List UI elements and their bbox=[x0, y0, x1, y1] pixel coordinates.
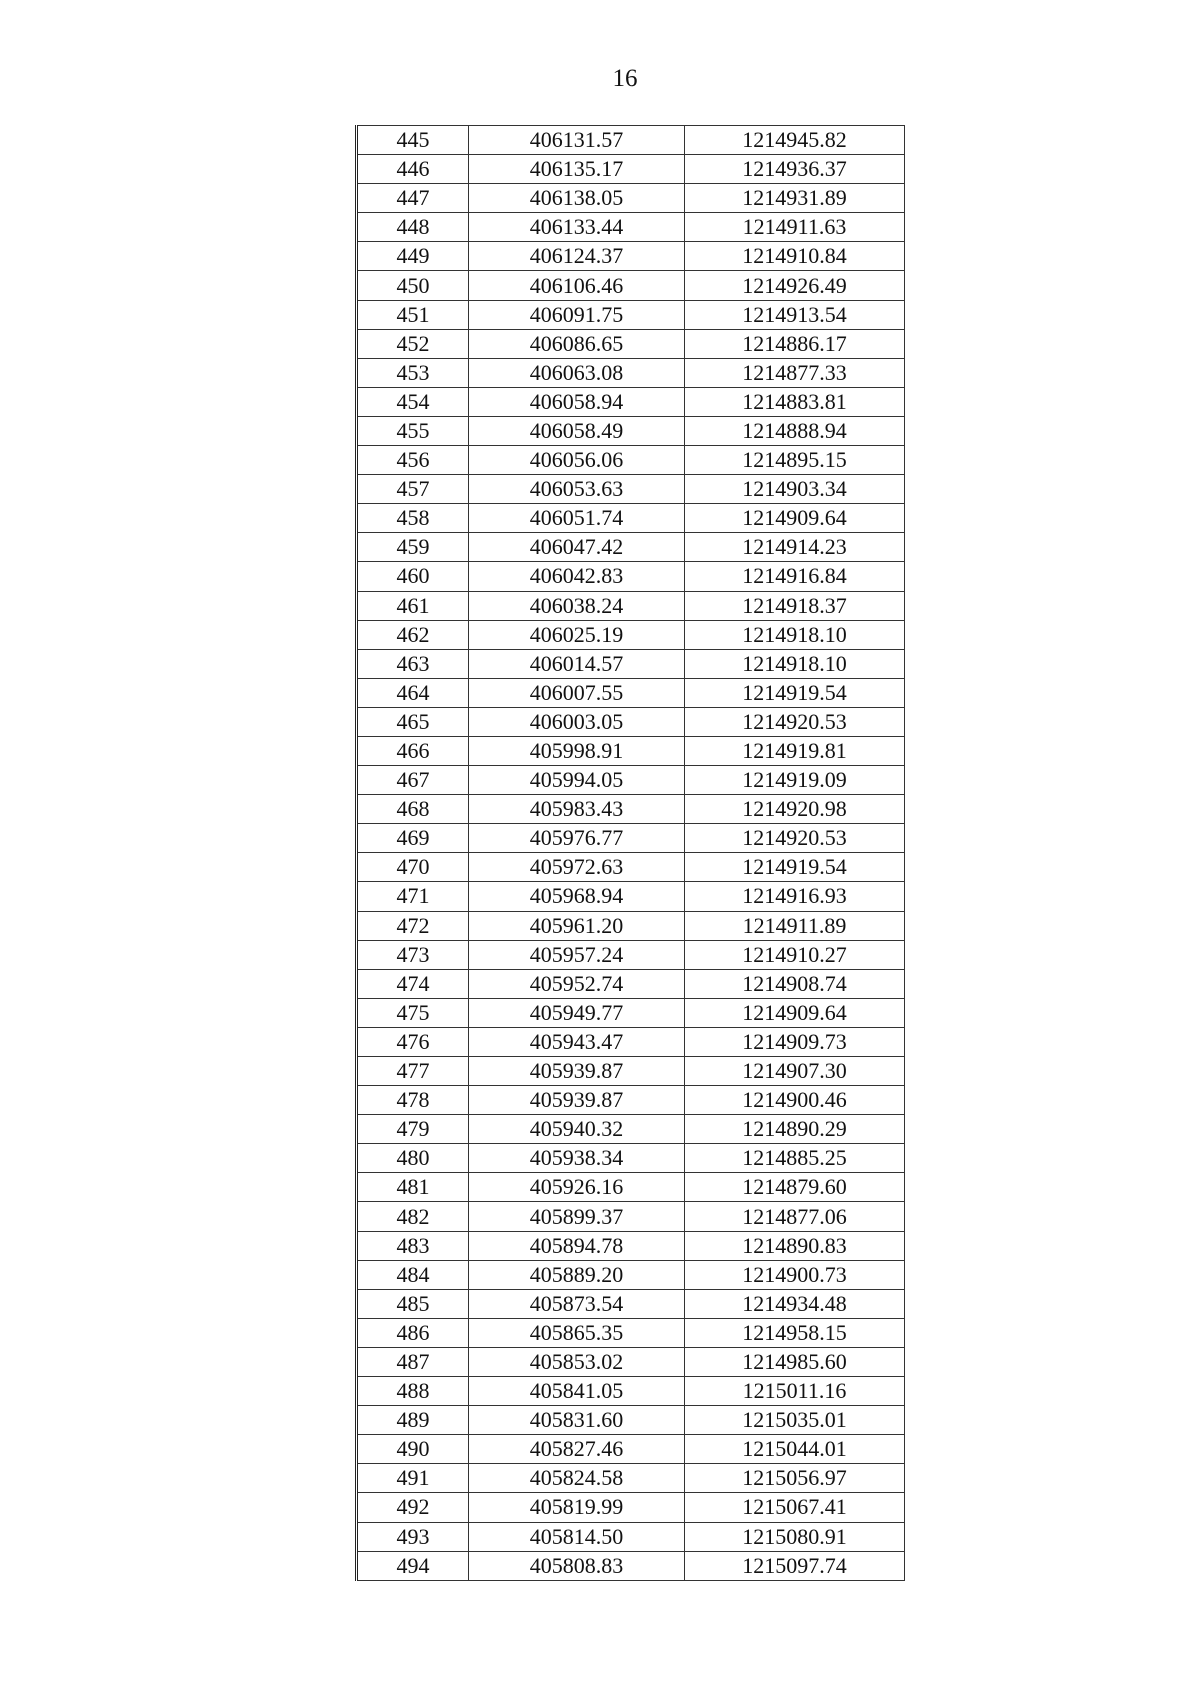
y-coordinate-cell: 1214913.54 bbox=[685, 300, 905, 329]
x-coordinate-cell: 406131.57 bbox=[469, 126, 685, 155]
x-coordinate-cell: 405939.87 bbox=[469, 1086, 685, 1115]
table-row bbox=[357, 475, 905, 504]
x-coordinate-cell: 405865.35 bbox=[469, 1318, 685, 1347]
y-coordinate-cell: 1214911.63 bbox=[685, 213, 905, 242]
y-coordinate-cell: 1215011.16 bbox=[685, 1377, 905, 1406]
y-coordinate-cell: 1214958.15 bbox=[685, 1318, 905, 1347]
y-coordinate-cell: 1214919.09 bbox=[685, 766, 905, 795]
y-coordinate-cell: 1214918.37 bbox=[685, 591, 905, 620]
table-row bbox=[357, 1551, 905, 1580]
point-number-cell: 474 bbox=[357, 969, 469, 998]
x-coordinate-cell: 406007.55 bbox=[469, 678, 685, 707]
x-coordinate-cell: 406135.17 bbox=[469, 155, 685, 184]
x-coordinate-cell: 406086.65 bbox=[469, 329, 685, 358]
y-coordinate-cell: 1214916.93 bbox=[685, 882, 905, 911]
table-row bbox=[357, 766, 905, 795]
table-row bbox=[357, 1231, 905, 1260]
point-number-cell: 485 bbox=[357, 1289, 469, 1318]
table-row bbox=[357, 184, 905, 213]
table-row bbox=[357, 1086, 905, 1115]
x-coordinate-cell: 406091.75 bbox=[469, 300, 685, 329]
point-number-cell: 462 bbox=[357, 620, 469, 649]
table-row bbox=[357, 707, 905, 736]
y-coordinate-cell: 1214895.15 bbox=[685, 446, 905, 475]
x-coordinate-cell: 405968.94 bbox=[469, 882, 685, 911]
point-number-cell: 451 bbox=[357, 300, 469, 329]
table-row bbox=[357, 591, 905, 620]
point-number-cell: 481 bbox=[357, 1173, 469, 1202]
point-number-cell: 460 bbox=[357, 562, 469, 591]
y-coordinate-cell: 1214910.27 bbox=[685, 940, 905, 969]
x-coordinate-cell: 406051.74 bbox=[469, 504, 685, 533]
table-row bbox=[357, 387, 905, 416]
x-coordinate-cell: 405827.46 bbox=[469, 1435, 685, 1464]
table-row bbox=[357, 795, 905, 824]
y-coordinate-cell: 1214945.82 bbox=[685, 126, 905, 155]
y-coordinate-cell: 1214914.23 bbox=[685, 533, 905, 562]
table-row bbox=[357, 300, 905, 329]
x-coordinate-cell: 406106.46 bbox=[469, 271, 685, 300]
y-coordinate-cell: 1214926.49 bbox=[685, 271, 905, 300]
y-coordinate-cell: 1214886.17 bbox=[685, 329, 905, 358]
point-number-cell: 489 bbox=[357, 1406, 469, 1435]
x-coordinate-cell: 406025.19 bbox=[469, 620, 685, 649]
table-row bbox=[357, 853, 905, 882]
table-row bbox=[357, 649, 905, 678]
table-row bbox=[357, 1464, 905, 1493]
x-coordinate-cell: 405841.05 bbox=[469, 1377, 685, 1406]
y-coordinate-cell: 1215035.01 bbox=[685, 1406, 905, 1435]
y-coordinate-cell: 1214903.34 bbox=[685, 475, 905, 504]
x-coordinate-cell: 405938.34 bbox=[469, 1144, 685, 1173]
point-number-cell: 445 bbox=[357, 126, 469, 155]
point-number-cell: 487 bbox=[357, 1347, 469, 1376]
table-row bbox=[357, 1027, 905, 1056]
x-coordinate-cell: 405853.02 bbox=[469, 1347, 685, 1376]
point-number-cell: 466 bbox=[357, 736, 469, 765]
y-coordinate-cell: 1214936.37 bbox=[685, 155, 905, 184]
point-number-cell: 449 bbox=[357, 242, 469, 271]
y-coordinate-cell: 1214890.29 bbox=[685, 1115, 905, 1144]
x-coordinate-cell: 405824.58 bbox=[469, 1464, 685, 1493]
point-number-cell: 484 bbox=[357, 1260, 469, 1289]
point-number-cell: 455 bbox=[357, 416, 469, 445]
table-row bbox=[357, 1289, 905, 1318]
table-row bbox=[357, 358, 905, 387]
table-row bbox=[357, 969, 905, 998]
y-coordinate-cell: 1214919.54 bbox=[685, 853, 905, 882]
y-coordinate-cell: 1214888.94 bbox=[685, 416, 905, 445]
point-number-cell: 459 bbox=[357, 533, 469, 562]
y-coordinate-cell: 1214909.64 bbox=[685, 998, 905, 1027]
x-coordinate-cell: 406042.83 bbox=[469, 562, 685, 591]
x-coordinate-cell: 405939.87 bbox=[469, 1057, 685, 1086]
x-coordinate-cell: 405943.47 bbox=[469, 1027, 685, 1056]
x-coordinate-cell: 405926.16 bbox=[469, 1173, 685, 1202]
point-number-cell: 472 bbox=[357, 911, 469, 940]
x-coordinate-cell: 405998.91 bbox=[469, 736, 685, 765]
point-number-cell: 486 bbox=[357, 1318, 469, 1347]
point-number-cell: 488 bbox=[357, 1377, 469, 1406]
y-coordinate-cell: 1214911.89 bbox=[685, 911, 905, 940]
table-row bbox=[357, 1202, 905, 1231]
point-number-cell: 479 bbox=[357, 1115, 469, 1144]
y-coordinate-cell: 1214909.73 bbox=[685, 1027, 905, 1056]
y-coordinate-cell: 1214985.60 bbox=[685, 1347, 905, 1376]
x-coordinate-cell: 405983.43 bbox=[469, 795, 685, 824]
x-coordinate-cell: 406053.63 bbox=[469, 475, 685, 504]
table-row bbox=[357, 533, 905, 562]
y-coordinate-cell: 1215067.41 bbox=[685, 1493, 905, 1522]
table-row bbox=[357, 882, 905, 911]
table-row bbox=[357, 213, 905, 242]
x-coordinate-cell: 405961.20 bbox=[469, 911, 685, 940]
x-coordinate-cell: 406038.24 bbox=[469, 591, 685, 620]
table-row bbox=[357, 1260, 905, 1289]
y-coordinate-cell: 1214916.84 bbox=[685, 562, 905, 591]
y-coordinate-cell: 1214883.81 bbox=[685, 387, 905, 416]
table-row bbox=[357, 155, 905, 184]
y-coordinate-cell: 1214918.10 bbox=[685, 620, 905, 649]
coordinates-table-body bbox=[357, 126, 905, 1581]
point-number-cell: 482 bbox=[357, 1202, 469, 1231]
table-row bbox=[357, 1173, 905, 1202]
table-row bbox=[357, 1435, 905, 1464]
y-coordinate-cell: 1214934.48 bbox=[685, 1289, 905, 1318]
x-coordinate-cell: 406063.08 bbox=[469, 358, 685, 387]
table-row bbox=[357, 504, 905, 533]
coordinates-table bbox=[355, 125, 905, 1581]
table-row bbox=[357, 678, 905, 707]
table-row bbox=[357, 998, 905, 1027]
x-coordinate-cell: 406056.06 bbox=[469, 446, 685, 475]
table-row bbox=[357, 1406, 905, 1435]
x-coordinate-cell: 405976.77 bbox=[469, 824, 685, 853]
point-number-cell: 447 bbox=[357, 184, 469, 213]
y-coordinate-cell: 1214919.81 bbox=[685, 736, 905, 765]
point-number-cell: 477 bbox=[357, 1057, 469, 1086]
point-number-cell: 468 bbox=[357, 795, 469, 824]
point-number-cell: 452 bbox=[357, 329, 469, 358]
point-number-cell: 491 bbox=[357, 1464, 469, 1493]
y-coordinate-cell: 1214900.46 bbox=[685, 1086, 905, 1115]
point-number-cell: 467 bbox=[357, 766, 469, 795]
x-coordinate-cell: 406133.44 bbox=[469, 213, 685, 242]
x-coordinate-cell: 405819.99 bbox=[469, 1493, 685, 1522]
x-coordinate-cell: 406058.49 bbox=[469, 416, 685, 445]
x-coordinate-cell: 405949.77 bbox=[469, 998, 685, 1027]
x-coordinate-cell: 405972.63 bbox=[469, 853, 685, 882]
y-coordinate-cell: 1215056.97 bbox=[685, 1464, 905, 1493]
y-coordinate-cell: 1215097.74 bbox=[685, 1551, 905, 1580]
table-row bbox=[357, 446, 905, 475]
table-row bbox=[357, 1144, 905, 1173]
point-number-cell: 490 bbox=[357, 1435, 469, 1464]
point-number-cell: 458 bbox=[357, 504, 469, 533]
table-row bbox=[357, 1115, 905, 1144]
point-number-cell: 471 bbox=[357, 882, 469, 911]
table-row bbox=[357, 329, 905, 358]
x-coordinate-cell: 406058.94 bbox=[469, 387, 685, 416]
point-number-cell: 463 bbox=[357, 649, 469, 678]
y-coordinate-cell: 1214877.33 bbox=[685, 358, 905, 387]
table-row bbox=[357, 1377, 905, 1406]
y-coordinate-cell: 1214931.89 bbox=[685, 184, 905, 213]
point-number-cell: 480 bbox=[357, 1144, 469, 1173]
point-number-cell: 450 bbox=[357, 271, 469, 300]
table-row bbox=[357, 562, 905, 591]
point-number-cell: 456 bbox=[357, 446, 469, 475]
x-coordinate-cell: 406138.05 bbox=[469, 184, 685, 213]
table-row bbox=[357, 271, 905, 300]
point-number-cell: 446 bbox=[357, 155, 469, 184]
y-coordinate-cell: 1214900.73 bbox=[685, 1260, 905, 1289]
point-number-cell: 457 bbox=[357, 475, 469, 504]
y-coordinate-cell: 1214918.10 bbox=[685, 649, 905, 678]
x-coordinate-cell: 405957.24 bbox=[469, 940, 685, 969]
y-coordinate-cell: 1215080.91 bbox=[685, 1522, 905, 1551]
point-number-cell: 470 bbox=[357, 853, 469, 882]
x-coordinate-cell: 405952.74 bbox=[469, 969, 685, 998]
x-coordinate-cell: 405814.50 bbox=[469, 1522, 685, 1551]
point-number-cell: 494 bbox=[357, 1551, 469, 1580]
table-row bbox=[357, 1318, 905, 1347]
table-row bbox=[357, 940, 905, 969]
x-coordinate-cell: 405994.05 bbox=[469, 766, 685, 795]
x-coordinate-cell: 406124.37 bbox=[469, 242, 685, 271]
table-row bbox=[357, 1057, 905, 1086]
point-number-cell: 476 bbox=[357, 1027, 469, 1056]
y-coordinate-cell: 1214907.30 bbox=[685, 1057, 905, 1086]
y-coordinate-cell: 1214879.60 bbox=[685, 1173, 905, 1202]
point-number-cell: 465 bbox=[357, 707, 469, 736]
point-number-cell: 493 bbox=[357, 1522, 469, 1551]
y-coordinate-cell: 1214919.54 bbox=[685, 678, 905, 707]
point-number-cell: 469 bbox=[357, 824, 469, 853]
table-row bbox=[357, 242, 905, 271]
point-number-cell: 473 bbox=[357, 940, 469, 969]
x-coordinate-cell: 405831.60 bbox=[469, 1406, 685, 1435]
y-coordinate-cell: 1214920.53 bbox=[685, 824, 905, 853]
x-coordinate-cell: 405889.20 bbox=[469, 1260, 685, 1289]
point-number-cell: 483 bbox=[357, 1231, 469, 1260]
point-number-cell: 464 bbox=[357, 678, 469, 707]
x-coordinate-cell: 405808.83 bbox=[469, 1551, 685, 1580]
point-number-cell: 461 bbox=[357, 591, 469, 620]
x-coordinate-cell: 405899.37 bbox=[469, 1202, 685, 1231]
y-coordinate-cell: 1215044.01 bbox=[685, 1435, 905, 1464]
x-coordinate-cell: 406014.57 bbox=[469, 649, 685, 678]
x-coordinate-cell: 405873.54 bbox=[469, 1289, 685, 1318]
table-row bbox=[357, 1493, 905, 1522]
y-coordinate-cell: 1214890.83 bbox=[685, 1231, 905, 1260]
point-number-cell: 454 bbox=[357, 387, 469, 416]
x-coordinate-cell: 406003.05 bbox=[469, 707, 685, 736]
point-number-cell: 453 bbox=[357, 358, 469, 387]
table-row bbox=[357, 1347, 905, 1376]
point-number-cell: 492 bbox=[357, 1493, 469, 1522]
y-coordinate-cell: 1214909.64 bbox=[685, 504, 905, 533]
x-coordinate-cell: 405940.32 bbox=[469, 1115, 685, 1144]
page-number: 16 bbox=[612, 65, 638, 92]
table-row bbox=[357, 824, 905, 853]
x-coordinate-cell: 405894.78 bbox=[469, 1231, 685, 1260]
x-coordinate-cell: 406047.42 bbox=[469, 533, 685, 562]
table-row bbox=[357, 911, 905, 940]
y-coordinate-cell: 1214920.53 bbox=[685, 707, 905, 736]
point-number-cell: 478 bbox=[357, 1086, 469, 1115]
table-row bbox=[357, 736, 905, 765]
y-coordinate-cell: 1214885.25 bbox=[685, 1144, 905, 1173]
y-coordinate-cell: 1214910.84 bbox=[685, 242, 905, 271]
point-number-cell: 475 bbox=[357, 998, 469, 1027]
table-row bbox=[357, 126, 905, 155]
table-row bbox=[357, 416, 905, 445]
point-number-cell: 448 bbox=[357, 213, 469, 242]
y-coordinate-cell: 1214920.98 bbox=[685, 795, 905, 824]
table-row bbox=[357, 620, 905, 649]
table-row bbox=[357, 1522, 905, 1551]
y-coordinate-cell: 1214877.06 bbox=[685, 1202, 905, 1231]
y-coordinate-cell: 1214908.74 bbox=[685, 969, 905, 998]
